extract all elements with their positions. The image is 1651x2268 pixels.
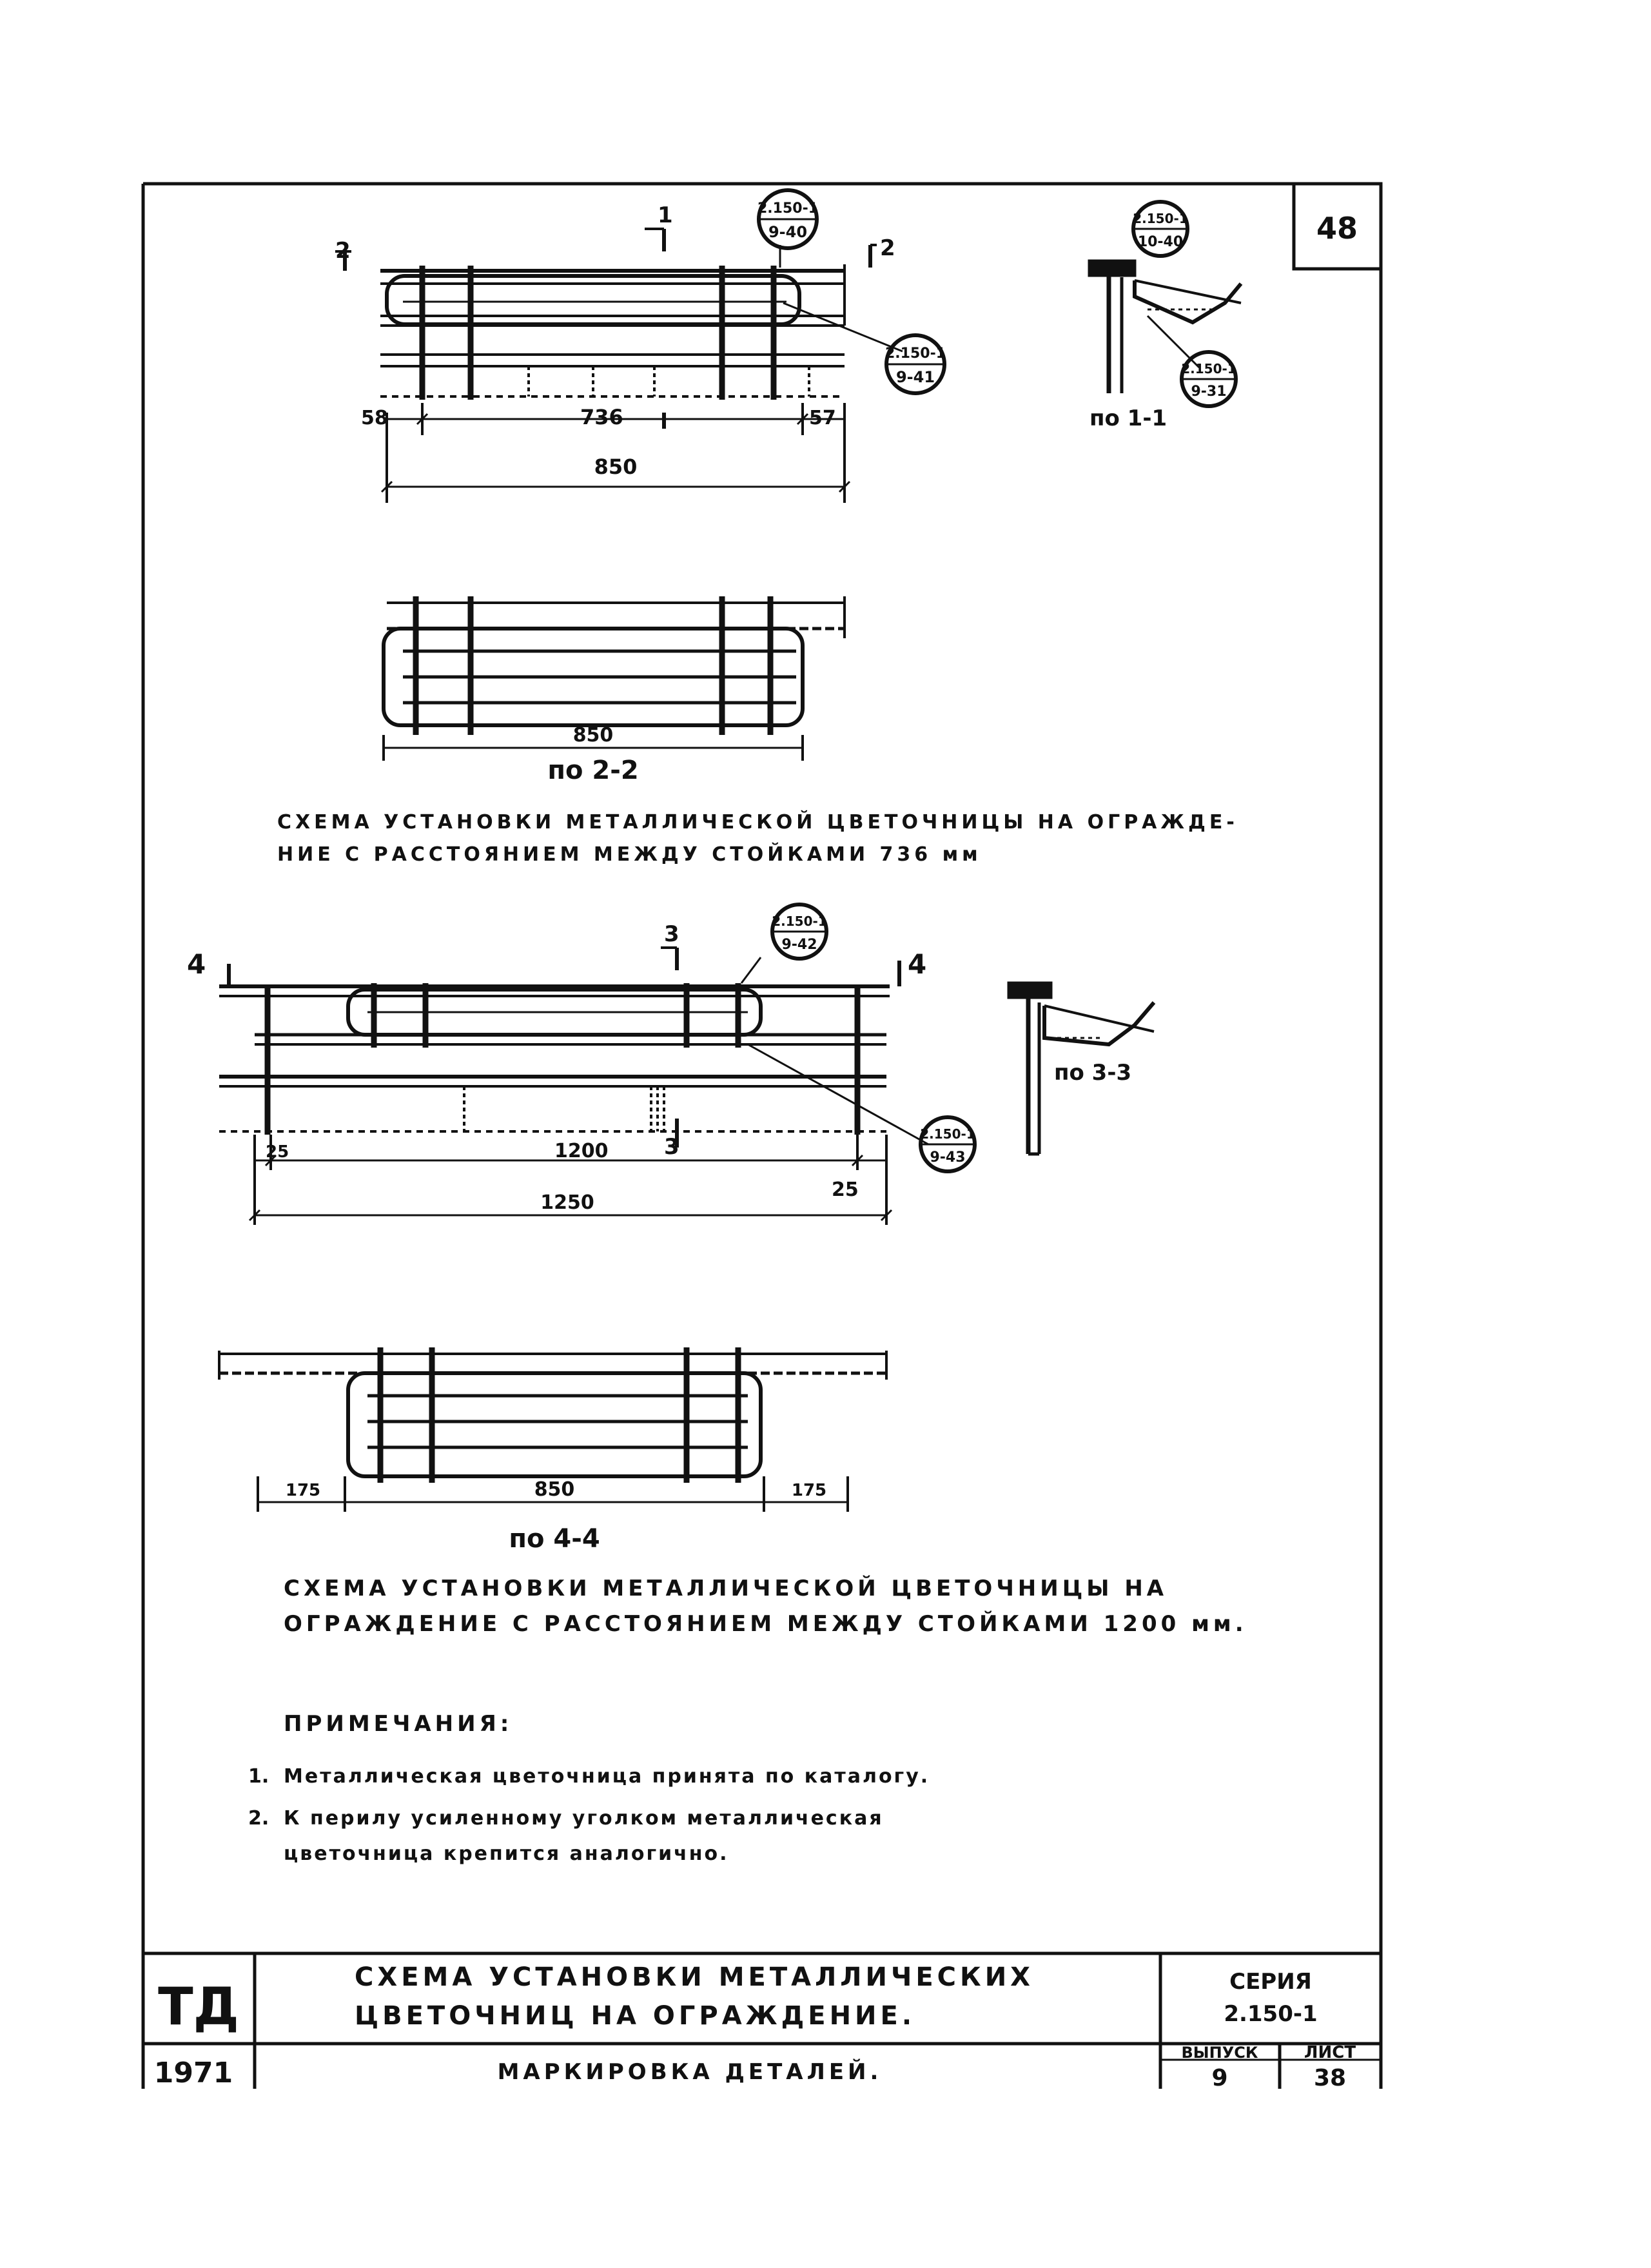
- section-1-1-label: по 1-1: [1089, 406, 1167, 431]
- section-3-3-label: по 3-3: [1054, 1060, 1132, 1086]
- note-2-text: К перилу усиленному уголком металлическая: [284, 1807, 884, 1830]
- series-label: СЕРИЯ: [1229, 1969, 1312, 1995]
- callout-ref: 2.150-1: [884, 346, 946, 362]
- plan-4-4-dim-middle: 850: [534, 1478, 575, 1501]
- note-1-text: Металлическая цветочница принята по каталогу.: [284, 1765, 930, 1788]
- plan-2-2-dim: 850: [572, 724, 614, 747]
- dim-left: 25: [266, 1142, 289, 1162]
- dim-right: 25: [832, 1178, 859, 1201]
- dim-left: 58: [361, 407, 388, 429]
- section-mark-1: 1: [658, 202, 673, 228]
- note-2-text-cont: цветочница крепится аналогично.: [284, 1843, 729, 1865]
- callout-ref: 2.150-1: [1133, 211, 1188, 226]
- sheet-number: 48: [1316, 211, 1358, 246]
- plan-2-2: [384, 596, 845, 761]
- elevation-1200: [219, 948, 928, 1225]
- dim-right: 57: [809, 407, 836, 429]
- callout-ref: 2.150-1: [1181, 361, 1236, 376]
- plan-4-4-dim-right: 175: [791, 1481, 827, 1500]
- callout-detail: 9-41: [895, 368, 935, 386]
- section-mark-4-right: 4: [908, 948, 927, 980]
- callout-ref: 2.150-1: [772, 914, 827, 929]
- callout-ref: 2.150-1: [757, 200, 819, 217]
- sheet-value: 38: [1313, 2065, 1347, 2091]
- title-block-year: 1971: [153, 2057, 233, 2089]
- series-value: 2.150-1: [1224, 2001, 1318, 2027]
- section-mark-2-right: 2: [880, 235, 895, 261]
- callout-10-40: [1133, 202, 1187, 256]
- title-line-2: ЦВЕТОЧНИЦ НА ОГРАЖДЕНИЕ.: [355, 2001, 916, 2031]
- callout-9-40: [757, 190, 818, 248]
- dim-middle: 736: [580, 405, 623, 429]
- callout-detail: 9-40: [768, 223, 808, 241]
- sheet-frame: [143, 184, 1381, 2089]
- caption-2-line-1: СХЕМА УСТАНОВКИ МЕТАЛЛИЧЕСКОЙ ЦВЕТОЧНИЦЫ НА: [284, 1576, 1168, 1601]
- note-1-number: 1.: [248, 1765, 269, 1788]
- plan-4-4-label: по 4-4: [509, 1524, 600, 1554]
- dim-total: 1250: [540, 1191, 594, 1214]
- note-2-number: 2.: [248, 1807, 269, 1830]
- callout-detail: 9-43: [930, 1149, 966, 1166]
- callout-9-43: [920, 1117, 975, 1171]
- sheet-label: ЛИСТ: [1304, 2043, 1356, 2062]
- section-mark-4-left: 4: [187, 948, 206, 980]
- callout-9-42: [772, 904, 826, 959]
- callout-detail: 9-42: [781, 937, 817, 953]
- issue-value: 9: [1211, 2065, 1228, 2091]
- title-line-1: СХЕМА УСТАНОВКИ МЕТАЛЛИЧЕСКИХ: [355, 1962, 1035, 1992]
- callout-ref: 2.150-1: [920, 1126, 975, 1142]
- issue-label: ВЫПУСК: [1181, 2044, 1258, 2062]
- title-subtitle: МАРКИРОВКА ДЕТАЛЕЙ.: [497, 2059, 883, 2085]
- caption-2-line-2: ОГРАЖДЕНИЕ С РАССТОЯНИЕМ МЕЖДУ СТОЙКАМИ 1200 мм.: [284, 1611, 1247, 1637]
- dim-total: 850: [594, 455, 638, 479]
- title-block-logo: ТД: [158, 1977, 239, 2037]
- caption-1-line-1: СХЕМА УСТАНОВКИ МЕТАЛЛИЧЕСКОЙ ЦВЕТОЧНИЦЫ НА ОГРАЖДЕ-: [277, 811, 1238, 834]
- caption-1-line-2: НИЕ С РАССТОЯНИЕМ МЕЖДУ СТОЙКАМИ 736 мм: [277, 843, 982, 866]
- callout-9-41: [885, 335, 946, 393]
- callout-9-31: [1181, 352, 1236, 406]
- section-mark-3-bottom: 3: [664, 1134, 679, 1160]
- dim-middle: 1200: [554, 1140, 609, 1162]
- plan-4-4-dim-left: 175: [285, 1481, 321, 1500]
- section-mark-3-top: 3: [664, 921, 679, 947]
- section-mark-2-left: 2: [335, 238, 351, 264]
- callout-detail: 9-31: [1191, 384, 1227, 400]
- plan-2-2-label: по 2-2: [547, 756, 639, 785]
- callout-detail: 10-40: [1137, 234, 1184, 250]
- notes-title: ПРИМЕЧАНИЯ:: [284, 1711, 513, 1737]
